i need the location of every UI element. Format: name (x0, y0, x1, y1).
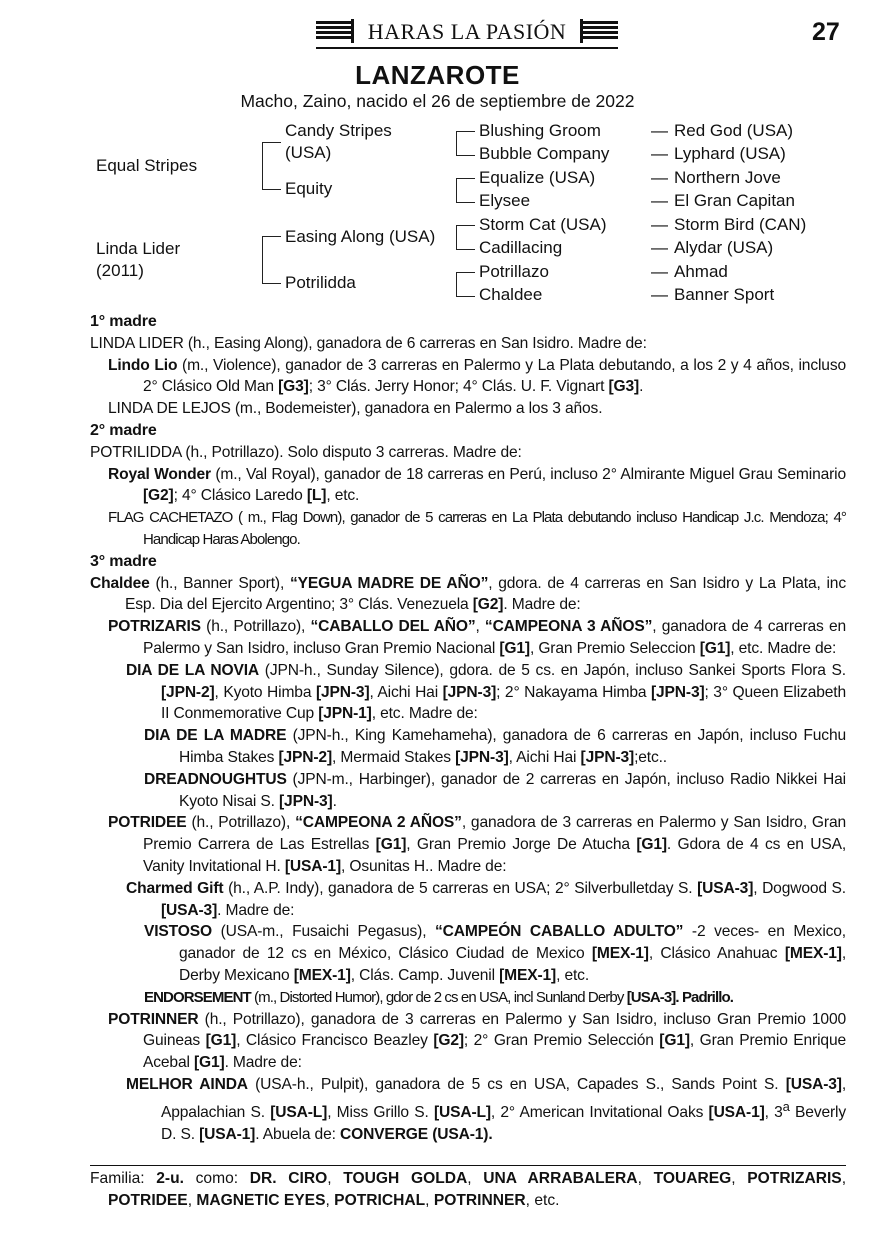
pedigree-g4-4: El Gran Capitan (674, 191, 795, 210)
dam-2-entry: POTRILIDDA (h., Potrillazo). Solo disputo 3 carreras. Madre de: (90, 443, 522, 461)
pedigree-sd: Equity (285, 179, 333, 198)
produce-melhor-ainda: MELHOR AINDA (USA-h., Pulpit), ganadora de 5 cs en USA, Capades S., Sands Point S. [USA-3], Appalachian S. [USA-L], Miss Grillo S. [USA-L], 2° American Invitational Oaks [USA-1], 3$^a$ Beverly D. S. [USA-1]. Abuela de: CONVERGE (USA-1). (126, 1075, 846, 1143)
dam-1-entry: LINDA LIDER (h., Easing Along), ganadora de 6 carreras en San Isidro. Madre de: (90, 334, 647, 352)
pedigree-g3-5: Storm Cat (USA) (479, 215, 607, 234)
produce-endorsement: ENDORSEMENT (m., Distorted Humor), gdor de 2 cs en USA, incl Sunland Derby [USA-3]. Padrillo. (144, 988, 734, 1006)
produce-flag-cachetazo: FLAG CACHETAZO ( m., Flag Down), ganador de 5 carreras en La Plata debutando incluso Handicap J.c. Mendoza; 4° Handicap Haras Abolengo. (108, 509, 846, 548)
pedigree-g4-6: Alydar (USA) (674, 238, 774, 257)
section-heading-3: 3° madre (90, 552, 157, 570)
pedigree-g3-3: Equalize (USA) (479, 168, 596, 187)
page-number: 27 (812, 18, 840, 46)
bracket-g3-3 (456, 225, 475, 250)
pedigree-dam: Linda Lider (96, 239, 181, 258)
brand-bars-right (580, 21, 618, 41)
pedigree-ss: Candy Stripes (285, 121, 392, 140)
produce-linda-de-lejos: LINDA DE LEJOS (m., Bodemeister), ganadora en Palermo a los 3 años. (108, 400, 603, 418)
produce-record (90, 311, 846, 1145)
pedigree-g4-8: Banner Sport (674, 285, 775, 304)
pedigree-ds: Easing Along (USA) (285, 227, 436, 246)
brand-header (316, 17, 618, 47)
produce-potrinner: POTRINNER (h., Potrillazo), ganadora de 3 carreras en Palermo y San Isidro, incluso Gran Premio 1000 Guineas [G1], Clásico Francisco Beazley [G2]; 2° Gran Premio Selección [G1], Gran Premio Enrique Acebal [G1]. Madre de: (108, 1010, 846, 1072)
pedigree-ss-origin: (USA) (285, 143, 332, 162)
family-note: Familia: 2-u. como: DR. CIRO, TOUGH GOLDA, UNA ARRABALERA, TOUAREG, POTRIZARIS, POTRIDEE, MAGNETIC EYES, POTRICHAL, POTRINNER, etc. (90, 1170, 847, 1209)
produce-royal-wonder: Royal Wonder (m., Val Royal), ganador de 18 carreras en Perú, incluso 2° Almirante Miguel Grau Seminario [G2]; 4° Clásico Laredo [L], etc. (108, 465, 846, 505)
bracket-g3-2 (456, 178, 475, 203)
footer-divider (90, 1165, 846, 1166)
section-heading-2: 2° madre (90, 421, 157, 439)
horse-name: LANZAROTE (355, 60, 520, 90)
dam-3-entry: Chaldee (h., Banner Sport), “YEGUA MADRE DE AÑO”, gdora. de 4 carreras en San Isidro y La Plata, inc Esp. Dia del Ejercito Argentino; 3° Clás. Venezuela [G2]. Madre de: (90, 574, 846, 614)
pedigree-g4-7: Ahmad (674, 262, 728, 281)
pedigree-dam-year: (2011) (96, 261, 144, 280)
bracket-sire (262, 142, 281, 190)
pedigree-g3-2: Bubble Company (479, 144, 610, 163)
pedigree-sire: Equal Stripes (96, 156, 198, 175)
produce-vistoso: VISTOSO (USA-m., Fusaichi Pegasus), “CAMPEÓN CABALLO ADULTO” -2 veces- en Mexico, ganador de 12 cs en México, Clásico Ciudad de Mexico [MEX-1], Clásico Anahuac [MEX-1], Derby Mexicano [MEX-1], Clás. Camp. Juvenil [MEX-1], etc. (144, 923, 846, 984)
bracket-g3-4 (456, 272, 475, 297)
produce-potrizaris: POTRIZARIS (h., Potrillazo), “CABALLO DEL AÑO”, “CAMPEONA 3 AÑOS”, ganadora de 4 carreras en Palermo y San Isidro, incluso Gran Premio Nacional [G1], Gran Premio Seleccion [G1], etc. Madre de: (108, 618, 846, 657)
pedigree-g4-2: Lyphard (USA) (674, 144, 786, 163)
pedigree-g3-4: Elysee (479, 191, 531, 210)
horse-description: Macho, Zaino, nacido el 26 de septiembre de 2022 (240, 91, 635, 111)
brand-underline (316, 47, 618, 49)
brand-bars-left (316, 21, 354, 41)
bracket-g3-1 (456, 131, 475, 156)
produce-dreadnoughtus: DREADNOUGHTUS (JPN-m., Harbinger), ganador de 2 carreras en Japón, incluso Radio Nikkei Hai Kyoto Nisai S. [JPN-3]. (144, 770, 846, 810)
produce-lindo-lio: Lindo Lio (m., Violence), ganador de 3 carreras en Palermo y La Plata debutando, a los 2 y 4 años, incluso 2° Clásico Old Man [G3]; 3° Clás. Jerry Honor; 4° Clás. U. F. Vignart [G3]. (108, 356, 846, 396)
pedigree-g3-7: Potrillazo (479, 262, 549, 281)
pedigree-g4-5: Storm Bird (CAN) (674, 215, 807, 234)
pedigree-g4-1: Red God (USA) (674, 121, 794, 140)
produce-dia-de-la-madre: DIA DE LA MADRE (JPN-h., King Kamehameha), ganadora de 6 carreras en Japón, incluso Fuchu Himba Stakes [JPN-2], Mermaid Stakes [JPN-3], Aichi Hai [JPN-3];etc.. (144, 727, 846, 766)
pedigree-g3-8: Chaldee (479, 285, 543, 304)
pedigree-g3-6: Cadillacing (479, 238, 563, 257)
produce-dia-de-la-novia: DIA DE LA NOVIA (JPN-h., Sunday Silence), gdora. de 5 cs. en Japón, incluso Sankei Sports Flora S. [JPN-2], Kyoto Himba [JPN-3], Aichi Hai [JPN-3]; 2° Nakayama Himba [JPN-3]; 3° Queen Elizabeth II Conmemorative Cup [JPN-1], etc. Madre de: (126, 661, 846, 723)
produce-charmed-gift: Charmed Gift (h., A.P. Indy), ganadora de 5 carreras en USA; 2° Silverbulletday S. [USA-3], Dogwood S. [USA-3]. Madre de: (126, 879, 846, 919)
produce-potridee: POTRIDEE (h., Potrillazo), “CAMPEONA 2 AÑOS”, ganadora de 3 carreras en Palermo y San Isidro, Gran Premio Carrera de Las Estrellas [G1], Gran Premio Jorge De Atucha [G1]. Gdora de 4 cs en USA, Vanity Invitational H. [USA-1], Osunitas H.. Madre de: (108, 814, 847, 875)
pedigree-dd: Potrilidda (285, 273, 356, 292)
brand-name: HARAS LA PASIÓN (367, 19, 567, 44)
pedigree-g4-3: Northern Jove (674, 168, 781, 187)
section-heading-1: 1° madre (90, 313, 157, 330)
pedigree-g3-1: Blushing Groom (479, 121, 601, 140)
bracket-dam (262, 236, 281, 284)
